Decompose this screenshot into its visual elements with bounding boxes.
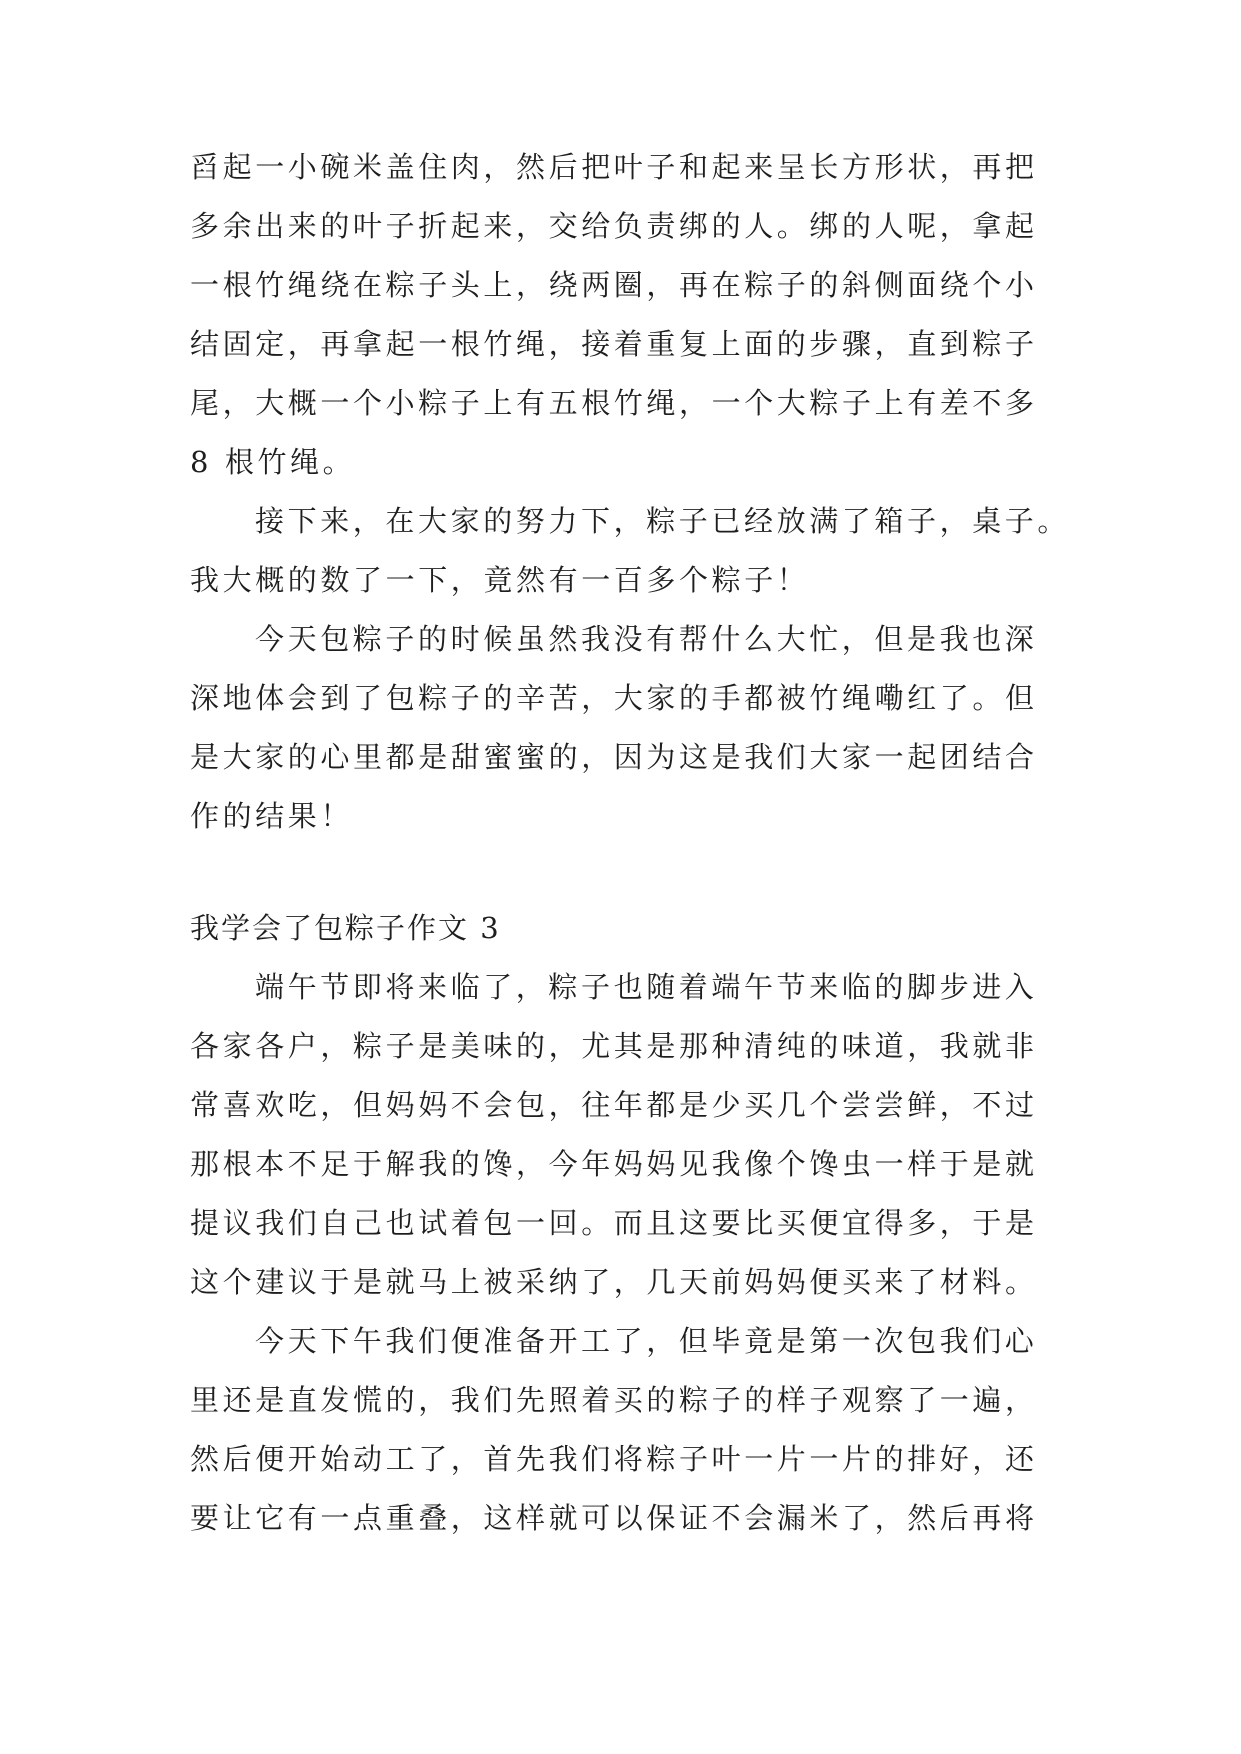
body-text-top (190, 138, 1071, 846)
paragraph-line: 里还是直发慌的，我们先照着买的粽子的样子观察了一遍， (190, 1383, 1038, 1417)
body-text-bottom (190, 958, 1052, 1548)
paragraph-line: 这个建议于是就马上被采纳了，几天前妈妈便买来了材料。 (190, 1265, 1038, 1299)
paragraph-first-line: 今天下午我们便准备开工了，但毕竟是第一次包我们心 (255, 1324, 1038, 1358)
paragraph-line: 然后便开始动工了，首先我们将粽子叶一片一片的排好，还 (190, 1442, 1038, 1476)
paragraph-line: 那根本不足于解我的馋，今年妈妈见我像个馋虫一样于是就 (190, 1147, 1038, 1181)
paragraph-line: 一根竹绳绕在粽子头上，绕两圈，再在粽子的斜侧面绕个小 (190, 268, 1038, 302)
paragraph-line: 作的结果！ (190, 799, 354, 833)
paragraph-line: 尾，大概一个小粽子上有五根竹绳，一个大粽子上有差不多 (190, 386, 1038, 420)
paragraph-line: 常喜欢吃，但妈妈不会包，往年都是少买几个尝尝鲜，不过 (190, 1088, 1038, 1122)
paragraph-line: 各家各户，粽子是美味的，尤其是那种清纯的味道，我就非 (190, 1029, 1038, 1063)
section-title: 我学会了包粽子作文 3 (190, 911, 501, 945)
paragraph-line: 要让它有一点重叠，这样就可以保证不会漏米了，然后再将 (190, 1501, 1038, 1535)
paragraph-line: 多余出来的叶子折起来，交给负责绑的人。绑的人呢，拿起 (190, 209, 1038, 243)
paragraph-line: 我大概的数了一下，竟然有一百多个粽子！ (190, 563, 810, 597)
paragraph-line: 是大家的心里都是甜蜜蜜的，因为这是我们大家一起团结合 (190, 740, 1038, 774)
paragraph-first-line: 端午节即将来临了，粽子也随着端午节来临的脚步进入 (255, 970, 1038, 1004)
paragraph-line: 8 根竹绳。 (190, 445, 356, 479)
paragraph-line: 舀起一小碗米盖住肉，然后把叶子和起来呈长方形状，再把 (190, 150, 1038, 184)
section-heading-block (190, 899, 1052, 958)
paragraph-line: 提议我们自己也试着包一回。而且这要比买便宜得多，于是 (190, 1206, 1038, 1240)
paragraph-first-line: 今天包粽子的时候虽然我没有帮什么大忙，但是我也深 (255, 622, 1038, 656)
paragraph-first-line: 接下来，在大家的努力下，粽子已经放满了箱子，桌子。 (255, 504, 1071, 538)
paragraph-line: 结固定，再拿起一根竹绳，接着重复上面的步骤，直到粽子 (190, 327, 1038, 361)
paragraph-line: 深地体会到了包粽子的辛苦，大家的手都被竹绳嘞红了。但 (190, 681, 1038, 715)
